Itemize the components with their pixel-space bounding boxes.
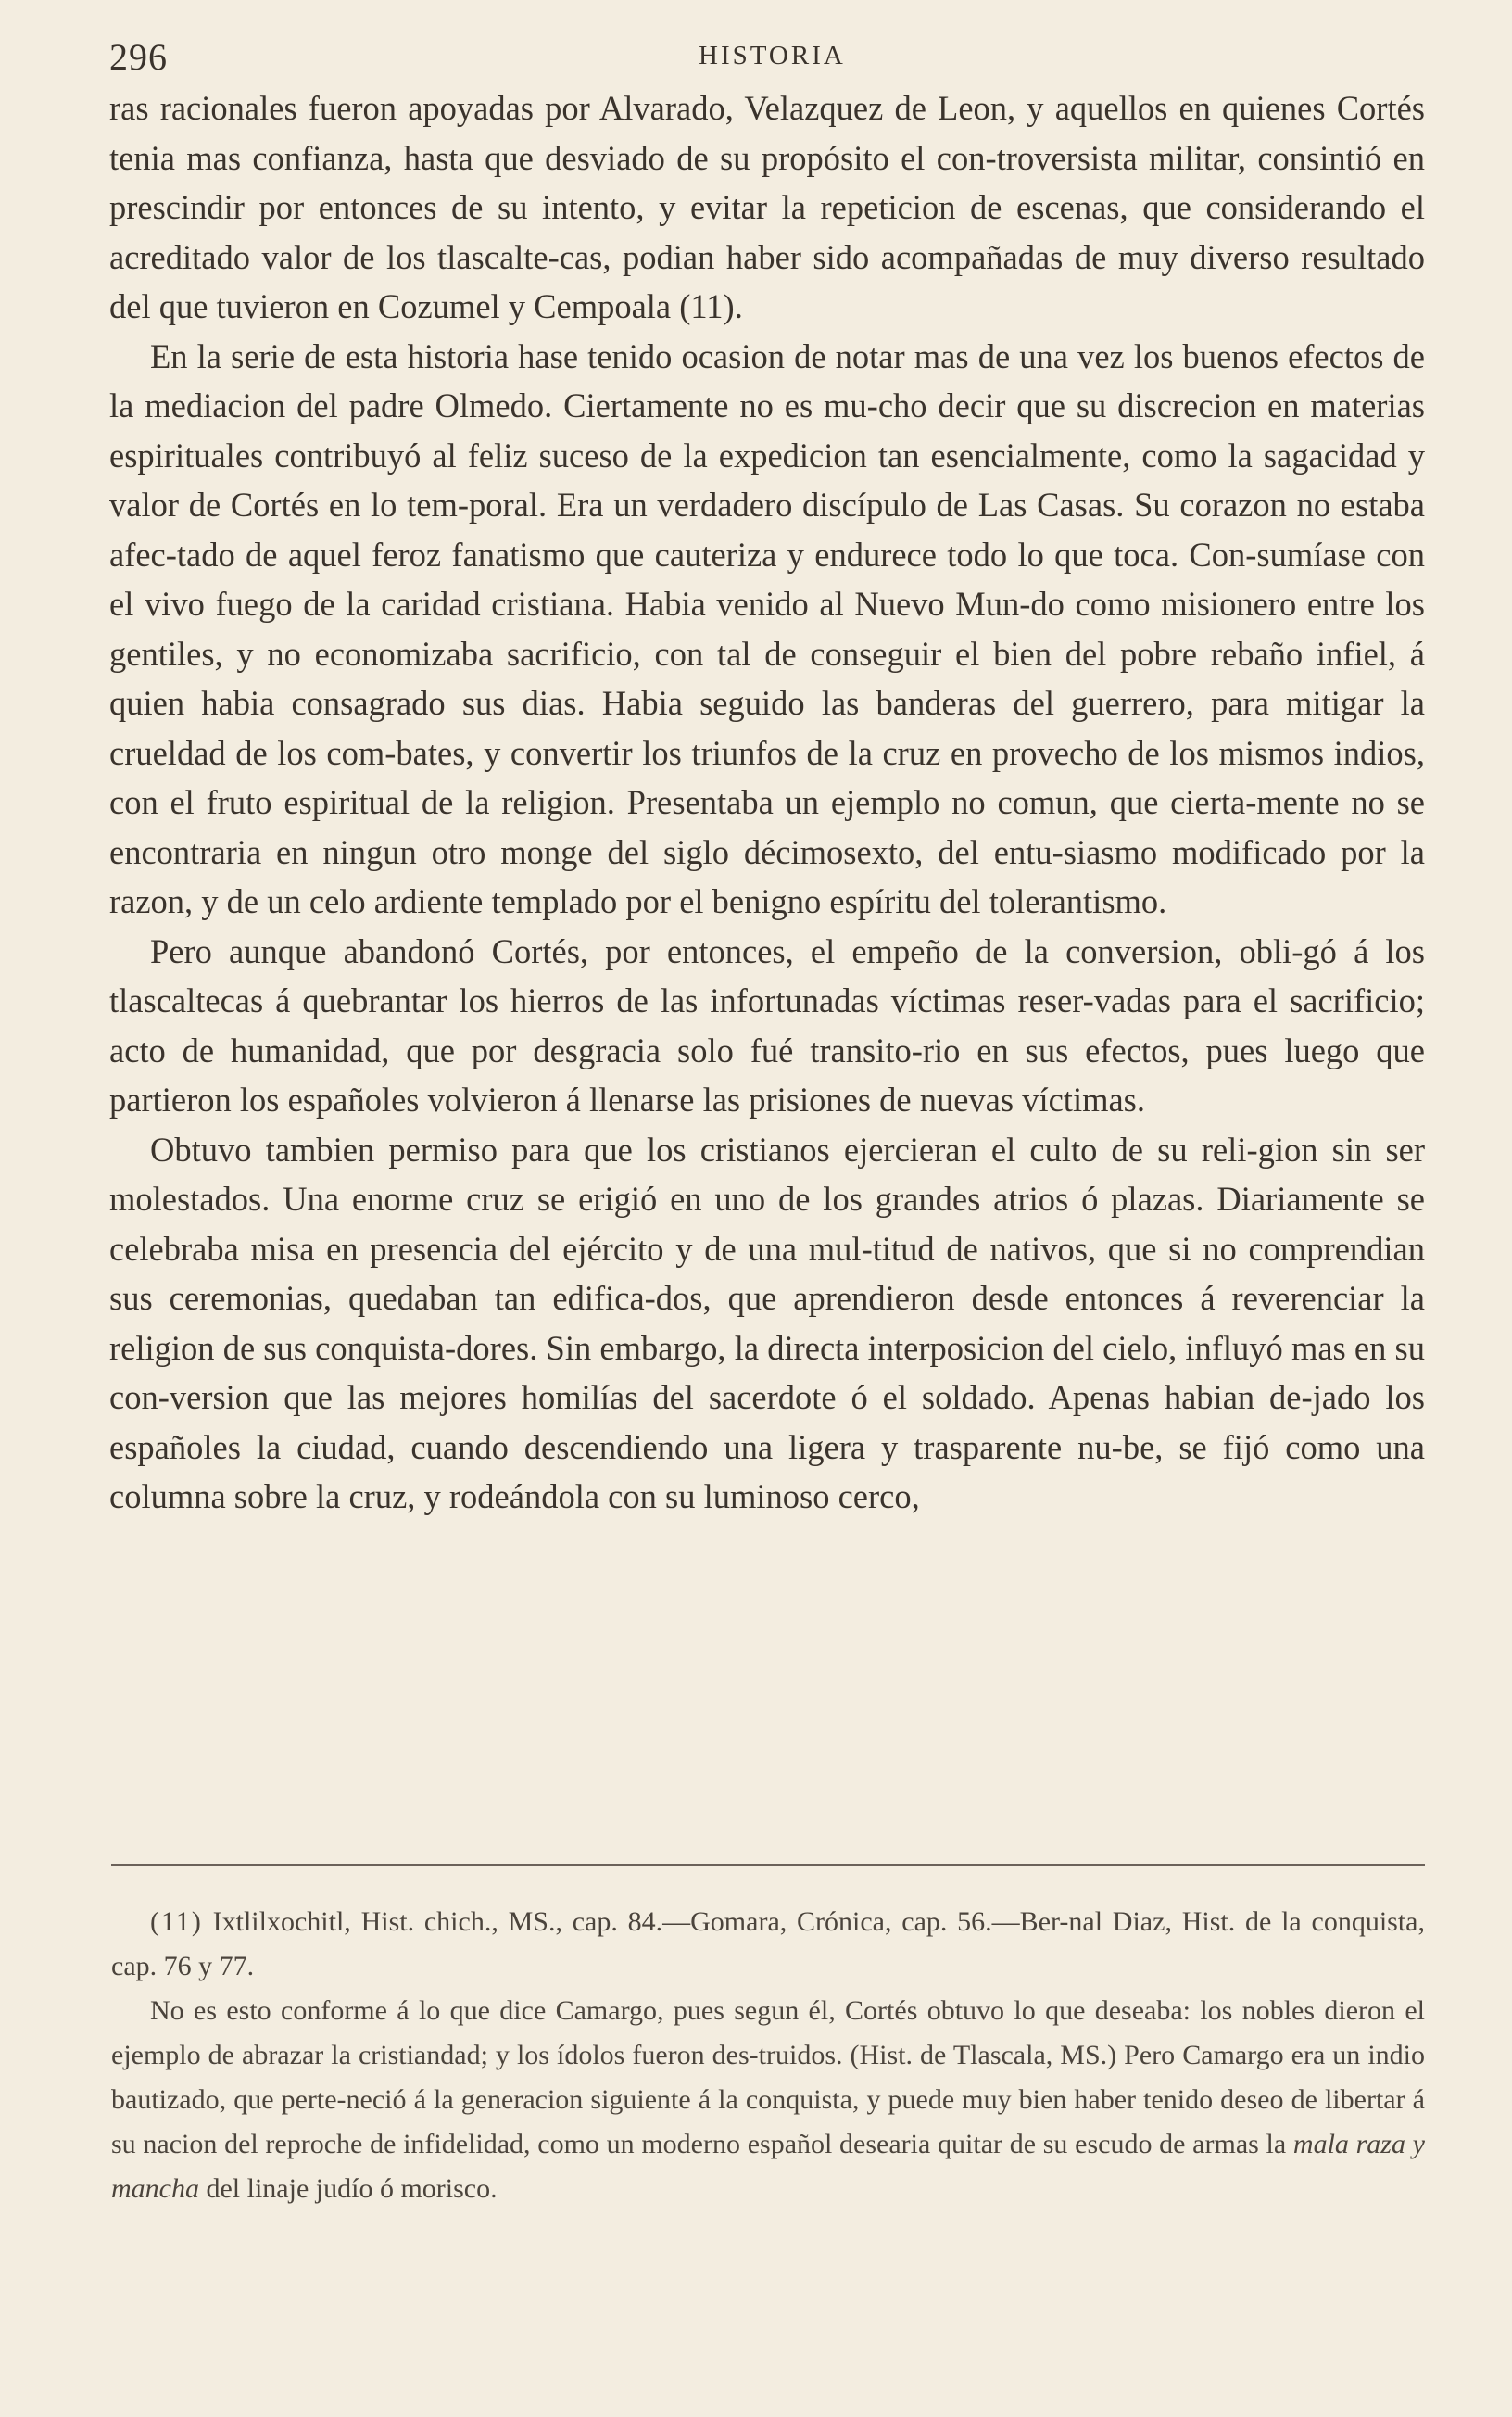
footnote-text-after: del linaje judío ó morisco.: [198, 2173, 498, 2204]
page-number: 296: [109, 36, 168, 78]
footnote-11: [111, 1900, 1425, 1989]
paragraph-continued: ras racionales fueron apoyadas por Alvarado, Velazquez de Leon, y aquellos en quienes Cortés tenia mas confianza, hasta que desviado de su propósito el con-troversista militar, consintió en prescindir por entonces de su intento, y evitar la repeticion de escenas, que considerando el acreditado valor de los tlascalte-cas, podian haber sido acompañadas de muy diverso resultado del que tuvieron en Cozumel y Cempoala (11).: [109, 89, 1425, 325]
running-head: [109, 35, 1425, 91]
main-text: [109, 83, 1425, 1522]
footnote-text-before: No es esto conforme á lo que dice Camargo, pues segun él, Cortés obtuvo lo que deseaba: los nobles dieron el ejemplo de abrazar la cristiandad; y los ídolos fueron des-truidos. (Hist. de Tlascala, MS.) Pero Camargo era un indio bautizado, que perte-neció á la generacion siguiente á la conquista, y puede muy bien haber tenido deseo de libertar á su nacion del reproche de infidelidad, como un moderno español desearia quitar de su escudo de armas la: [111, 1995, 1425, 2159]
paragraph-victims: Pero aunque abandonó Cortés, por entonces, el empeño de la conversion, obli-gó á los tlascaltecas á quebrantar los hierros de las infortunadas víctimas reser-vadas para el sacrificio; acto de humanidad, que por desgracia solo fué transito-rio en sus efectos, pues luego que partieron los españoles volvieron á llenarse las prisiones de nuevas víctimas.: [109, 931, 1425, 1119]
footnotes: [111, 1900, 1425, 2211]
footnote-separator: [111, 1864, 1425, 1866]
running-title: HISTORIA: [699, 41, 846, 70]
paragraph-olmedo: En la serie de esta historia hase tenido ocasion de notar mas de una vez los buenos efectos de la mediacion del padre Olmedo. Ciertamente no es mu-cho decir que su discrecion en materias espirituales contribuyó al feliz suceso de la expedicion tan esencialmente, como la sagacidad y valor de Cortés en lo tem-poral. Era un verdadero discípulo de Las Casas. Su corazon no estaba afec-tado de aquel feroz fanatismo que cauteriza y endurece todo lo que toca. Con-sumíase con el vivo fuego de la caridad cristiana. Habia venido al Nuevo Mun-do como misionero entre los gentiles, y no economizaba sacrificio, con tal de conseguir el bien del pobre rebaño infiel, á quien habia consagrado sus dias. Habia seguido las banderas del guerrero, para mitigar la crueldad de los com-bates, y convertir los triunfos de la cruz en provecho de los mismos indios, con el fruto espiritual de la religion. Presentaba un ejemplo no comun, que cierta-mente no se encontraria en ningun otro monge del siglo décimosexto, del entu-siasmo modificado por la razon, y de un celo ardiente templado por el benigno espíritu del tolerantismo.: [109, 336, 1425, 920]
footnote-11-text: Ixtlilxochitl, Hist. chich., MS., cap. 84.—Gomara, Crónica, cap. 56.—Ber-nal Diaz, Hist. de la conquista, cap. 76 y 77.: [111, 1906, 1425, 1981]
footnote-continuation: [111, 1989, 1425, 2211]
paragraph-cross: Obtuvo tambien permiso para que los cristianos ejercieran el culto de su reli-gion sin ser molestados. Una enorme cruz se erigió en uno de los grandes atrios ó plazas. Diariamente se celebraba misa en presencia del ejército y de una mul-titud de nativos, que si no comprendian sus ceremonias, quedaban tan edifica-dos, que aprendieron desde entonces á reverenciar la religion de sus conquista-dores. Sin embargo, la directa interposicion del cielo, influyó mas en su con-version que las mejores homilías del sacerdote ó el soldado. Apenas habian de-jado los españoles la ciudad, cuando descendiendo una ligera y trasparente nu-be, se fijó como una columna sobre la cruz, y rodeándola con su luminoso cerco,: [109, 1130, 1425, 1515]
footnote-marker: (11): [150, 1906, 203, 1937]
footnote-italic-phrase: mala raza y mancha: [111, 2129, 1425, 2204]
